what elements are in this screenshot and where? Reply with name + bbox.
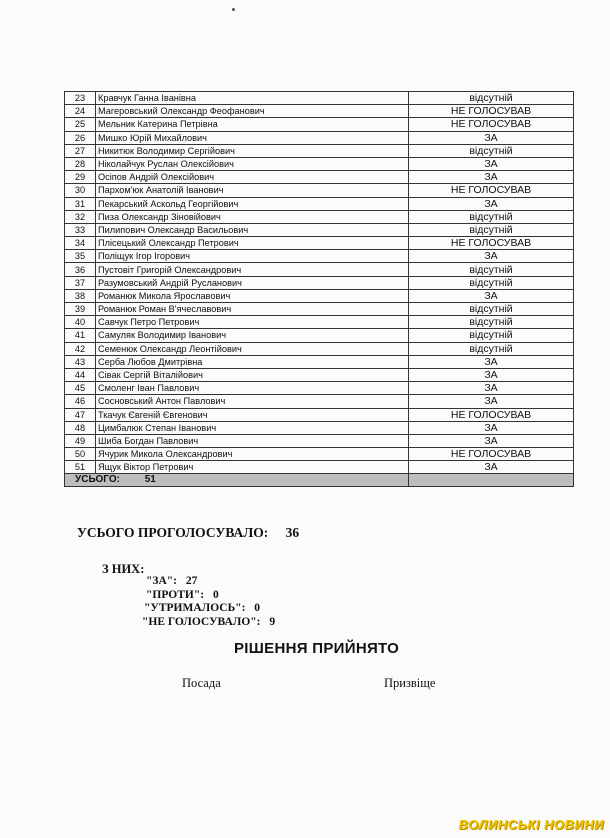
row-number: 51 [65,461,96,474]
row-number: 33 [65,223,96,236]
table-row [65,118,574,131]
row-number: 27 [65,144,96,157]
vote-result: ЗА [409,368,574,381]
vote-result: ЗА [409,171,574,184]
row-number: 25 [65,118,96,131]
table-row [65,171,574,184]
table-row [65,237,574,250]
decision-heading: РІШЕННЯ ПРИЙНЯТО [234,640,400,657]
of-them-label: З НИХ: [102,562,145,576]
vote-result: НЕ ГОЛОСУВАВ [409,448,574,461]
total-voted-value: 36 [285,525,300,540]
row-number: 47 [65,408,96,421]
row-number: 32 [65,210,96,223]
deputy-name: Серба Любов Дмитрівна [96,355,409,368]
row-number: 38 [65,289,96,302]
total-row-cell [65,474,409,487]
row-number: 24 [65,105,96,118]
vote-result: відсутній [409,329,574,342]
deputy-name: Ніколайчук Руслан Олексійович [96,157,409,170]
vote-result: відсутній [409,303,574,316]
row-number: 49 [65,434,96,447]
vote-result: відсутній [409,276,574,289]
deputy-name: Мельник Катерина Петрівна [96,118,409,131]
deputy-name: Сівак Сергій Віталійович [96,368,409,381]
deputy-name: Магеровський Олександр Феофанович [96,105,409,118]
breakdown-label: "ПРОТИ": [146,588,205,601]
breakdown-label: "УТРИМАЛОСЬ": [144,602,246,614]
breakdown-for [146,575,275,589]
total-row-empty-cell [409,474,574,487]
scan-speck [232,8,235,11]
vote-result: НЕ ГОЛОСУВАВ [409,105,574,118]
vote-result: ЗА [409,382,574,395]
vote-result: НЕ ГОЛОСУВАВ [409,184,574,197]
row-number: 41 [65,329,96,342]
vote-result: ЗА [409,395,574,408]
deputy-name: Поліщук Ігор Ігорович [96,250,409,263]
breakdown-value: 0 [254,602,261,614]
deputy-name: Осіпов Андрій Олексійович [96,171,409,184]
row-number: 30 [65,184,96,197]
table-row [65,395,574,408]
vote-table [64,91,574,487]
breakdown-abstained [144,602,275,616]
deputy-name: Пиза Олександр Зіновійович [96,210,409,223]
table-row [65,263,574,276]
deputy-name: Смоленг Іван Павлович [96,382,409,395]
table-row [65,421,574,434]
deputy-name: Плісецький Олександр Петрович [96,237,409,250]
table-row [65,382,574,395]
vote-table-body [65,92,574,474]
vote-result: НЕ ГОЛОСУВАВ [409,237,574,250]
row-number: 37 [65,276,96,289]
row-number: 36 [65,263,96,276]
table-row [65,355,574,368]
vote-result: ЗА [409,197,574,210]
deputy-name: Ткачук Євгеній Євгенович [96,408,409,421]
vote-result: відсутній [409,342,574,355]
table-row [65,408,574,421]
table-row [65,368,574,381]
table-row [65,184,574,197]
breakdown-value: 27 [185,575,198,587]
table-row [65,448,574,461]
vote-result: ЗА [409,250,574,263]
vote-result: НЕ ГОЛОСУВАВ [409,408,574,421]
breakdown-value: 0 [212,588,219,601]
deputy-name: Цимбалюк Степан Іванович [96,421,409,434]
table-row [65,329,574,342]
watermark-logo: ВОЛИНСЬКІ НОВИНИ [458,817,604,832]
vote-result: ЗА [409,289,574,302]
breakdown-label: "НЕ ГОЛОСУВАЛО": [142,615,261,628]
signature-surname-label: Призвіще [384,676,436,690]
row-number: 35 [65,250,96,263]
signature-position-label: Посада [182,676,221,690]
breakdown-label: "ЗА": [146,575,177,587]
deputy-name: Пилипович Олександр Васильович [96,223,409,236]
total-row [65,474,574,487]
deputy-name: Ящук Віктор Петрович [96,461,409,474]
deputy-name: Пархом'юк Анатолій Іванович [96,184,409,197]
deputy-name: Пустовіт Григорій Олександрович [96,263,409,276]
row-number: 44 [65,368,96,381]
vote-result: відсутній [409,210,574,223]
vote-result: ЗА [409,434,574,447]
deputy-name: Никитюк Володимир Сергійович [96,144,409,157]
table-row [65,461,574,474]
vote-result: відсутній [409,223,574,236]
breakdown-against [146,589,275,603]
deputy-name: Мишко Юрій Михайлович [96,131,409,144]
vote-result: відсутній [409,316,574,329]
vote-result: ЗА [409,355,574,368]
row-number: 40 [65,316,96,329]
table-row [65,144,574,157]
row-number: 45 [65,382,96,395]
deputy-name: Ячурик Микола Олександрович [96,448,409,461]
row-number: 34 [65,237,96,250]
vote-result: ЗА [409,131,574,144]
row-number: 23 [65,92,96,105]
breakdown-not-voted [142,616,275,630]
row-number: 50 [65,448,96,461]
row-number: 42 [65,342,96,355]
row-number: 29 [65,171,96,184]
vote-result: ЗА [409,157,574,170]
total-voted [77,525,299,541]
deputy-name: Романюк Микола Ярославович [96,289,409,302]
row-number: 39 [65,303,96,316]
table-row [65,303,574,316]
table-row [65,289,574,302]
row-number: 48 [65,421,96,434]
deputy-name: Пекарський Аскольд Георгійович [96,197,409,210]
total-row-label: УСЬОГО: [75,474,120,486]
table-row [65,105,574,118]
vote-result: відсутній [409,263,574,276]
vote-result: відсутній [409,144,574,157]
deputy-name: Сосновський Антон Павлович [96,395,409,408]
deputy-name: Романюк Роман В'ячеславович [96,303,409,316]
table-row [65,342,574,355]
row-number: 31 [65,197,96,210]
table-row [65,157,574,170]
deputy-name: Кравчук Ганна Іванівна [96,92,409,105]
table-row [65,92,574,105]
row-number: 43 [65,355,96,368]
table-row [65,276,574,289]
table-row [65,197,574,210]
breakdown-value: 9 [269,615,276,628]
total-voted-label: УСЬОГО ПРОГОЛОСУВАЛО: [77,525,269,540]
deputy-name: Шиба Богдан Павлович [96,434,409,447]
vote-result: ЗА [409,461,574,474]
deputy-name: Разумовський Андрій Русланович [96,276,409,289]
row-number: 46 [65,395,96,408]
vote-breakdown [142,575,276,629]
table-row [65,223,574,236]
row-number: 28 [65,157,96,170]
vote-result: ЗА [409,421,574,434]
vote-result: відсутній [409,92,574,105]
deputy-name: Самуляк Володимир Іванович [96,329,409,342]
total-row-value: 51 [144,474,156,486]
table-row [65,131,574,144]
table-row [65,316,574,329]
table-row [65,250,574,263]
table-row [65,210,574,223]
table-row [65,434,574,447]
deputy-name: Семенюк Олександр Леонтійович [96,342,409,355]
row-number: 26 [65,131,96,144]
deputy-name: Савчук Петро Петрович [96,316,409,329]
vote-result: НЕ ГОЛОСУВАВ [409,118,574,131]
